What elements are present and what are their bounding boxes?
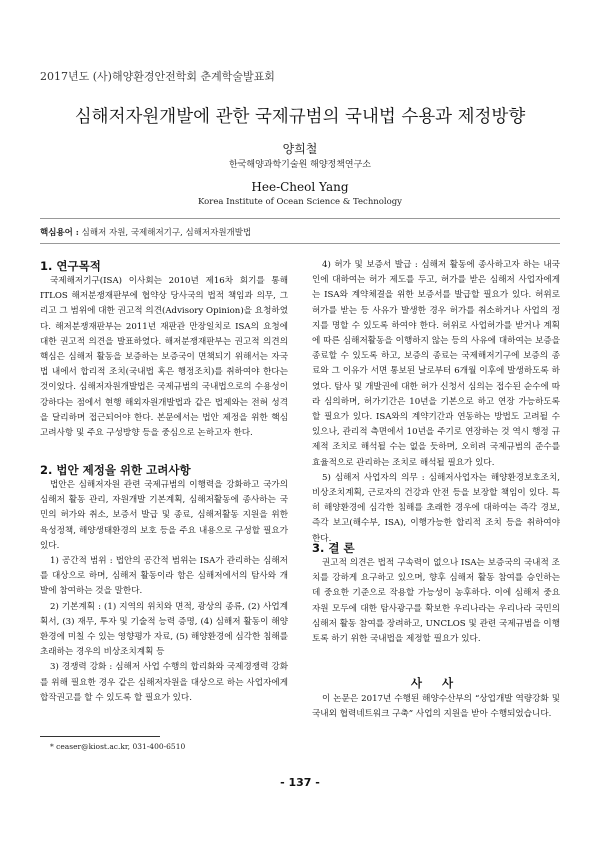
acknowledgement-paragraph: 이 논문은 2017년 수행된 해양수산부의 “상업개발 역량강화 및 국내외 협력네트워크 구축” 사업의 지원을 받아 수행되었습니다. bbox=[312, 694, 560, 720]
conference-header: 2017년도 (사)해양환경안전학회 춘계학술발표회 bbox=[40, 70, 275, 83]
acknowledgement bbox=[312, 674, 560, 722]
right-column-section-3 bbox=[312, 540, 560, 647]
footnote-divider bbox=[40, 736, 160, 737]
section-2-item-competitiveness: 3) 경쟁력 강화 : 심해저 사업 수행의 합리화와 국제경쟁력 강화를 위해 필요한 경우 같은 심해저자원을 대상으로 하는 사업자에게 합작권고를 할 수 있도록 할 필요가 있다. bbox=[40, 662, 288, 703]
keywords-divider bbox=[40, 243, 560, 244]
section-1-heading: 1. 연구목적 bbox=[40, 259, 101, 273]
section-2-paragraph-intro: 법안은 심해저자원 관련 국제규범의 이행력을 강화하고 국가의 심해저 활동 관리, 자원개발 기본계획, 심해저활동에 종사하는 국민의 허가와 취소, 보증서 발급 및 종료, 심해저활동 지원을 위한 육성정책, 해양생태환경의 보호 등을 주요 내용으로 구성할 필요가 있다. bbox=[40, 480, 288, 551]
keywords-text: 심해저 자원, 국제해저기구, 심해저자원개발법 bbox=[78, 228, 252, 238]
left-column-section-2 bbox=[40, 462, 288, 706]
left-column bbox=[40, 258, 288, 441]
right-column bbox=[312, 258, 560, 547]
keywords-label: 핵심용어 : bbox=[40, 228, 79, 238]
author-affiliation-korean: 한국해양과학기술원 해양정책연구소 bbox=[229, 160, 371, 170]
top-divider bbox=[40, 218, 560, 219]
page-number: - 137 - bbox=[280, 776, 320, 789]
section-2-item-license: 4) 허가 및 보증서 발급 : 심해저 활동에 종사하고자 하는 내국인에 대하여는 허가 제도를 두고, 허가를 받은 심해저 사업자에게는 ISA와 계약체결을 위한 보증서를 발급할 필요가 있다. 허위로 허가를 받는 등 사유가 발생한 경우 허가를 취소하거나 사업의 정지를 명할 수 있도록 하여야 한다. 허위로 사업허가를 받거나 계획에 따른 심해저활동을 이행하지 않는 등의 사유에 대하여는 보증을 종료할 수 있도록 하고, 보증의 종료는 국제해저기구에 보증의 종료와 그 이유가 서면 통보된 날로부터 6개월 이후에 발생하도록 하였다. 탐사 및 개발권에 대한 허가 신청서 심의는 접수된 순수에 따라 심의하며, 허가기간은 10년을 기본으로 하고 연장 가능하도록 할 필요가 있다. ISA와의 계약기간과 연동하는 방법도 고려될 수 있으나, 관리적 측면에서 10년을 주기로 연장하는 것 역시 행정 규제적 조치로 해석될 수는 없을 듯하며, 오히려 국제규범의 준수를 효율적으로 관리하는 조치로 해석될 필요가 있다. bbox=[312, 260, 560, 468]
footnote: * ceaser@kiost.ac.kr, 031-400-6510 bbox=[50, 742, 186, 751]
section-2-item-obligations: 5) 심해저 사업자의 의무 : 심해저사업자는 해양환경보호조치, 비상조치계획, 근로자의 건강과 안전 등을 보장할 책임이 있다. 특히 해양환경에 심각한 침해를 초래한 경우에 대하여는 즉각 경보, 즉각 보고(해수부, ISA), 이행가능한 합리적 조치 등을 취하여야 한다. bbox=[312, 472, 560, 544]
section-1-paragraph: 국제해저기구(ISA) 이사회는 2010년 제16차 회기를 통해 ITLOS 해저분쟁재판부에 협약상 당사국의 법적 책임과 의무, 그리고 그 범위에 대한 권고적 의견(Advisory Opinion)을 요청하였다. 해저분쟁재판부는 2011년 재판관 만장일치로 ISA의 요청에 대한 권고적 의견을 발표하였다. 해저분쟁재판부는 권고적 의견의 핵심은 심해저 활동을 보증하는 보증국이 면책되기 위해서는 자국법 내에서 합리적 조치(국내법 혹은 행정조치)를 취하여야 한다는 것이었다. 심해저자원개발법은 국제규범의 국내법으로의 수용성이 강하다는 점에서 현행 해외자원개발법과 같은 법제와는 전혀 성격을 달리하며 접근되어야 한다. 본문에서는 법안 제정을 위한 핵심 고려사항 및 주요 구성방향 등을 중심으로 논하고자 한다. bbox=[40, 276, 288, 439]
keywords bbox=[40, 226, 251, 238]
paper-title: 심해저자원개발에 관한 국제규범의 국내법 수용과 제정방향 bbox=[74, 107, 526, 127]
acknowledgement-heading: 사 사 bbox=[410, 676, 462, 690]
section-3-paragraph: 권고적 의견은 법적 구속력이 없으나 ISA는 보증국의 국내적 조치를 강하게 요구하고 있으며, 향후 심해저 활동 참여를 승인하는데 중요한 기준으로 작용할 가능성이 농후하다. 이에 심해저 중요 자원 모두에 대한 탐사광구를 확보한 우리나라는 우리나라 국민의 심해저 활동 참여를 장려하고, UNCLOS 및 관련 국제규범을 이행토록 하기 위한 국내법을 제정할 필요가 있다. bbox=[312, 558, 560, 645]
section-2-heading: 2. 법안 제정을 위한 고려사항 bbox=[40, 463, 191, 477]
section-2-item-plan: 2) 기본계획 : (1) 지역의 위치와 면적, 광상의 종류, (2) 사업계획서, (3) 재무, 투자 및 기술적 능력 증명, (4) 심해저 활동이 해양환경에 미칠 수 있는 영향평가 자료, (5) 해양환경에 심각한 침해를 초래하는 경우의 비상조치계획 등 bbox=[40, 601, 288, 658]
author-name-english: Hee-Cheol Yang bbox=[251, 180, 349, 194]
section-2-item-scope: 1) 공간적 범위 : 법안의 공간적 범위는 ISA가 관리하는 심해저를 대상으로 하며, 심해저 활동이라 함은 심해저에서의 탐사와 개발에 참여하는 것을 말한다. bbox=[40, 556, 288, 597]
author-affiliation-english: Korea Institute of Ocean Science & Technology bbox=[198, 197, 402, 207]
section-3-heading: 3. 결 론 bbox=[312, 541, 355, 555]
author-name-korean: 양희철 bbox=[282, 142, 318, 156]
